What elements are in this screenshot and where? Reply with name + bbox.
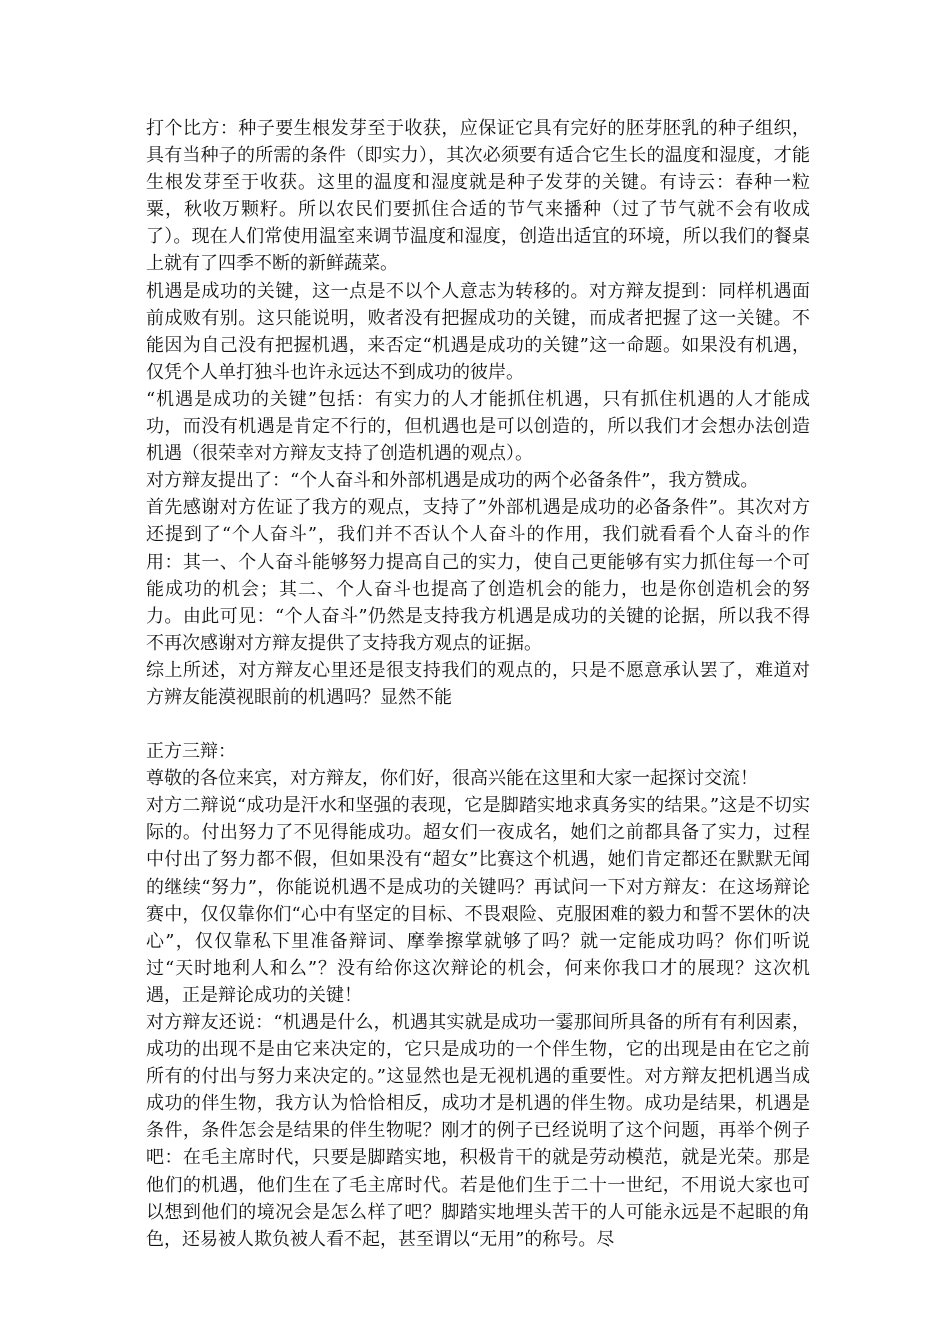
- paragraph-opponent-claim: 对方辩友提出了：“个人奋斗和外部机遇是成功的两个必备条件”，我方赞成。: [146, 470, 759, 492]
- paragraph-opportunity-key: 机遇是成功的关键，这一点是不以个人意志为转移的。对方辩友提到：同样机遇面前成败有别。这只能说明，败者没有把握成功的关键，而成者把握了这一关键。不能因为自己没有把握机遇，来否定“机遇是成功的关键”这一命题。如果没有机遇，仅凭个人单打独斗也许永远达不到成功的彼岸。: [146, 280, 810, 383]
- blank-line: [146, 711, 810, 738]
- paragraph-rebuttal-byproduct: 对方辩友还说：“机遇是什么，机遇其实就是成功一霎那间所具备的所有有利因素，成功的出现不是由它来决定的，它只是成功的一个伴生物，它的出现是由在它之前所有的付出与努力来决定的。”这显然也是无视机遇的重要性。对方辩友把机遇当成成功的伴生物，我方认为恰恰相反，成功才是机遇的伴生物。成功是结果，机遇是条件，条件怎会是结果的伴生物呢？刚才的例子已经说明了这个问题，再举个例子吧：在毛主席时代，只要是脚踏实地，积极肯干的就是劳动模范，就是光荣。那是他们的机遇，他们生在了毛主席时代。若是他们生于二十一世纪，不用说大家也可以想到他们的境况会是怎么样了吧？脚踏实地埋头苦干的人可能永远是不起眼的角色，还易被人欺负被人看不起，甚至谓以“无用”的称号。尽: [146, 1012, 810, 1250]
- document-body: [146, 115, 810, 1253]
- paragraph-opportunity-includes: “机遇是成功的关键”包括：有实力的人才能抓住机遇，只有抓住机遇的人才能成功，而没有机遇是肯定不行的，但机遇也是可以创造的，所以我们才会想办法创造机遇（很荣幸对方辩友支持了创造机遇的观点）。: [146, 388, 810, 465]
- paragraph-personal-effort: 首先感谢对方佐证了我方的观点，支持了”外部机遇是成功的必备条件”。其次对方还提到了“个人奋斗”，我们并不否认个人奋斗的作用，我们就看看个人奋斗的作用：其一、个人奋斗能够努力提高自己的实力，使自己更能够有实力抓住每一个可能成功的机会；其二、个人奋斗也提高了创造机会的能力，也是你创造机会的努力。由此可见：“个人奋斗”仍然是支持我方机遇是成功的关键的论据，所以我不得不再次感谢对方辩友提供了支持我方观点的证据。: [146, 497, 810, 654]
- paragraph-rebuttal-second-speaker: 对方二辩说“成功是汗水和坚强的表现，它是脚踏实地求真务实的结果。”这是不切实际的。付出努力了不见得能成功。超女们一夜成名，她们之前都具备了实力，过程中付出了努力都不假，但如果没有“超女”比赛这个机遇，她们肯定都还在默默无闻的继续“努力”，你能说机遇不是成功的关键吗？再试问一下对方辩友：在这场辩论赛中，仅仅靠你们“心中有坚定的目标、不畏艰险、克服困难的毅力和誓不罢休的决心”，仅仅靠私下里准备辩词、摩拳擦掌就够了吗？就一定能成功吗？你们听说过“天时地利人和么”？没有给你这次辩论的机会，何来你我口才的展现？这次机遇，正是辩论成功的关键！: [146, 795, 810, 1006]
- section-heading: 正方三辩：: [146, 741, 236, 763]
- paragraph-seed-analogy: 打个比方：种子要生根发芽至于收获，应保证它具有完好的胚芽胚乳的种子组织，具有当种子的所需的条件（即实力），其次必须要有适合它生长的温度和湿度，才能生根发芽至于收获。这里的温度和湿度就是种子发芽的关键。有诗云：春种一粒粟，秋收万颗籽。所以农民们要抓住合适的节气来播种（过了节气就不会有收成了）。现在人们常使用温室来调节温度和湿度，创造出适宜的环境，所以我们的餐桌上就有了四季不断的新鲜蔬菜。: [146, 118, 810, 275]
- paragraph-greeting: 尊敬的各位来宾，对方辩友，你们好，很高兴能在这里和大家一起探讨交流！: [146, 768, 758, 790]
- paragraph-conclusion: 综上所述，对方辩友心里还是很支持我们的观点的，只是不愿意承认罢了，难道对方辨友能漠视眼前的机遇吗？显然不能: [146, 659, 810, 708]
